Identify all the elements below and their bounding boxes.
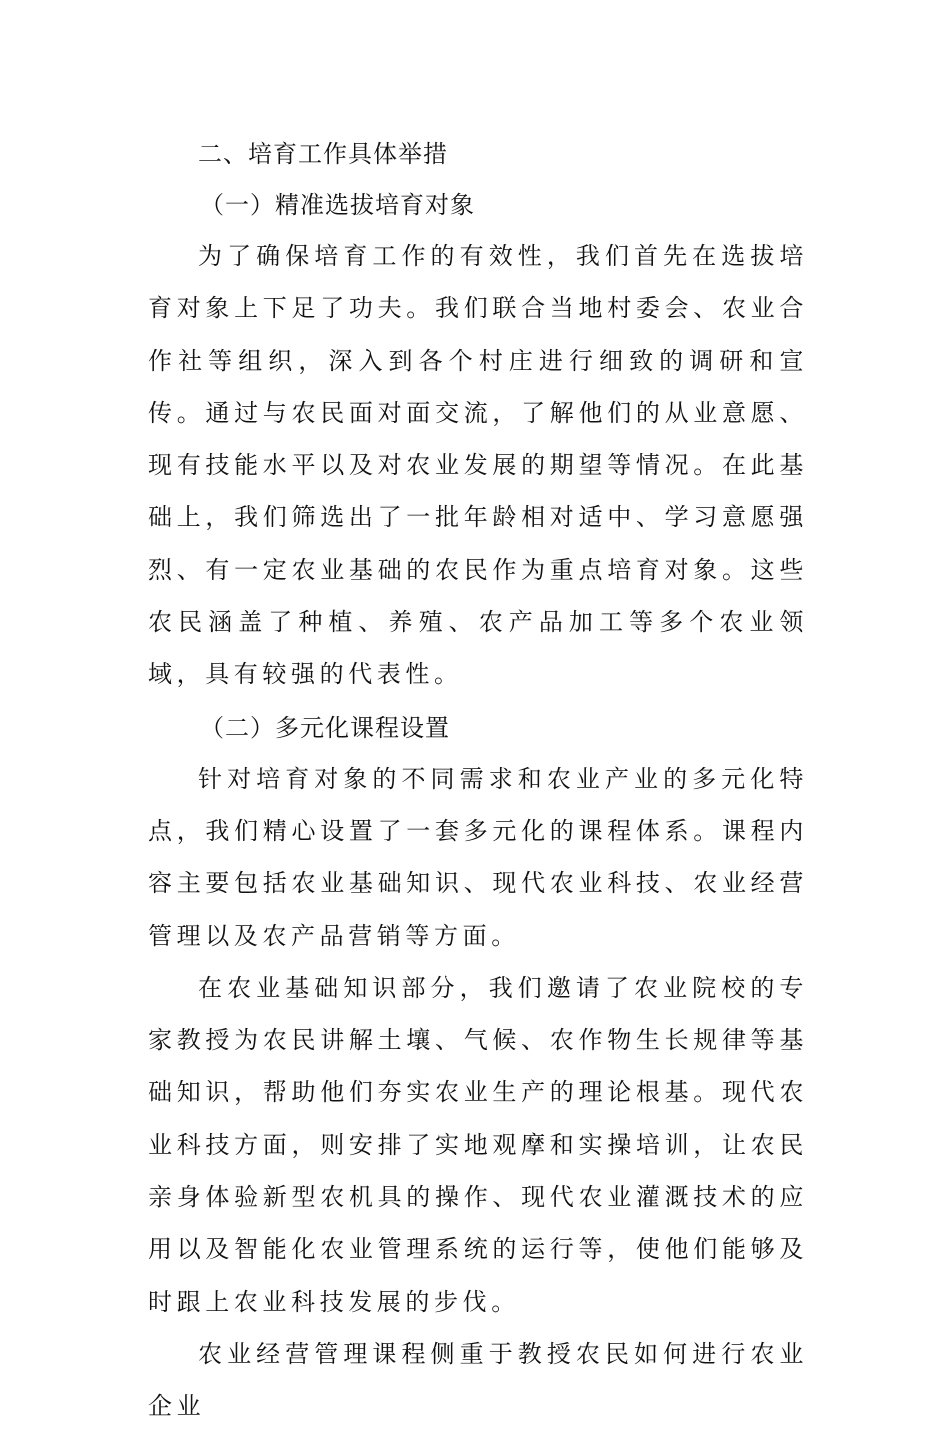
document-body [148,128,808,1433]
subsection-heading-1: （一）精准选拔培育对象 [200,191,475,219]
paragraph-selection: 为了确保培育工作的有效性，我们首先在选拔培育对象上下足了功夫。我们联合当地村委会、农业合作社等组织，深入到各个村庄进行细致的调研和宣传。通过与农民面对面交流，了解他们的从业意愿、现有技能水平以及对农业发展的期望等情况。在此基础上，我们筛选出了一批年龄相对适中、学习意愿强烈、有一定农业基础的农民作为重点培育对象。这些农民涵盖了种植、养殖、农产品加工等多个农业领域，具有较强的代表性。 [148,242,808,689]
paragraph-agri-basics: 在农业基础知识部分，我们邀请了农业院校的专家教授为农民讲解土壤、气候、农作物生长规律等基础知识，帮助他们夯实农业生产的理论根基。现代农业科技方面，则安排了实地观摩和实操培训，让农民亲身体验新型农机具的操作、现代农业灌溉技术的应用以及智能化农业管理系统的运行等，使他们能够及时跟上农业科技发展的步伐。 [148,973,808,1316]
paragraph-curriculum-intro: 针对培育对象的不同需求和农业产业的多元化特点，我们精心设置了一套多元化的课程体系。课程内容主要包括农业基础知识、现代农业科技、农业经营管理以及农产品营销等方面。 [148,764,808,950]
subsection-heading-2: （二）多元化课程设置 [200,713,450,742]
section-heading: 二、培育工作具体举措 [198,140,448,168]
paragraph-management: 农业经营管理课程侧重于教授农民如何进行农业企业 [148,1339,808,1421]
